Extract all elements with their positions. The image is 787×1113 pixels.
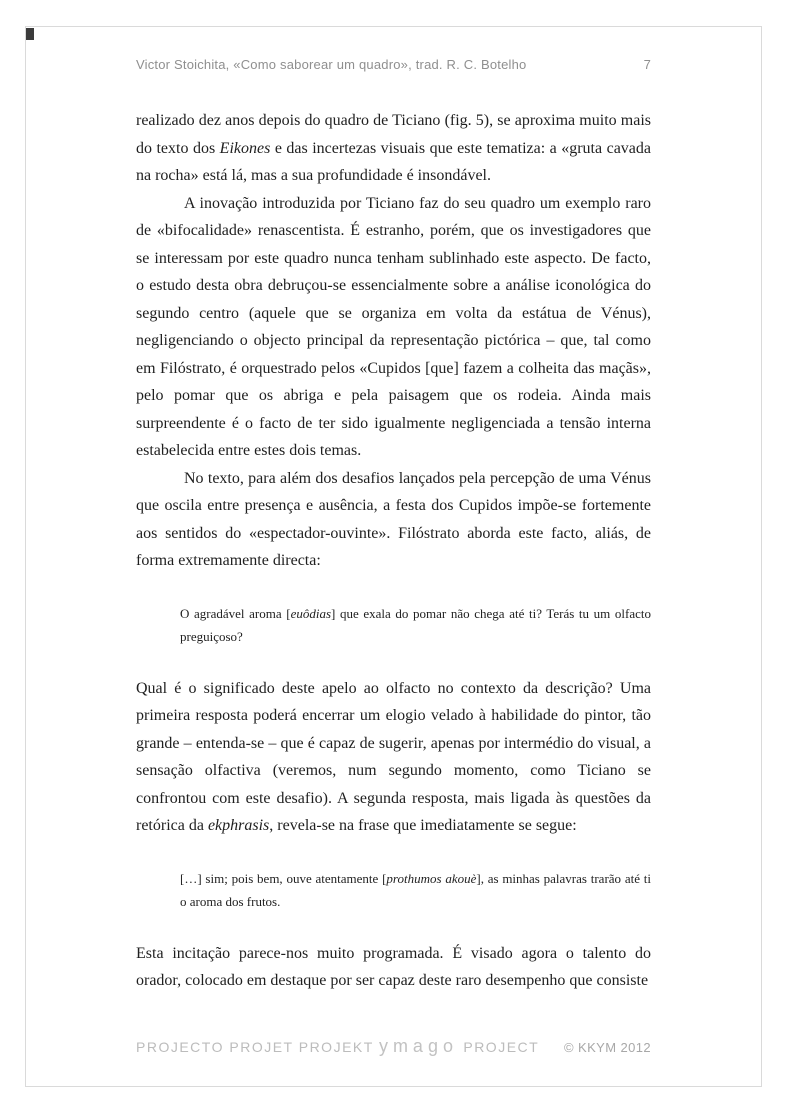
text-run: A inovação introduzida por Ticiano faz do seu quadro um exemplo raro de «bifocalidade» renascentista. É estranho, porém, que os investigadores que se interessam por este quadro nunca tenham sublinhado este aspecto. De facto, o estudo desta obra debruçou-se essencialmente sobre a análise iconológica do segundo centro (aquele que se organiza em volta da estátua de Vénus), negligenciando o objecto principal da representação pictórica – que, tal como em Filóstrato, é orquestrado pelos «Cupidos [que] fazem a colheita das maçãs», pelo pomar que os abriga e pela paisagem que os rodeia. Ainda mais surpreendente é o facto de ter sido igualmente negligenciada a tensão interna estabelecida entre estes dois temas.	[136, 194, 651, 459]
corner-mark	[26, 28, 34, 40]
paragraph	[136, 675, 651, 840]
project-words-left: PROJECTO PROJET PROJEKT	[136, 1039, 374, 1055]
project-words-right: PROJECT	[463, 1039, 540, 1055]
text-run: e das incertezas visuais que este tematiza: a «gruta cavada na rocha» está lá, mas a sua profundidade é insondável.	[136, 139, 651, 184]
running-title: Victor Stoichita, «Como saborear um quadro», trad. R. C. Botelho	[136, 57, 527, 72]
paragraph	[136, 190, 651, 465]
italic-term: euôdias	[290, 605, 332, 621]
copyright: © KKYM 2012	[564, 1040, 651, 1055]
text-run: Qual é o significado deste apelo ao olfacto no contexto da descrição? Uma primeira resposta poderá encerrar um elogio velado à habilidade do pintor, tão grande – entenda-se – que é capaz de sugerir, apenas por intermédio do visual, a sensação olfactiva (veremos, num segundo momento, como Ticiano se confrontou com este desafio). A segunda resposta, mais ligada às questões da retórica da	[136, 679, 651, 834]
text-run: No texto, para além dos desafios lançados pela percepção de uma Vénus que oscila entre presença e ausência, a festa dos Cupidos impõe-se fortemente aos sentidos do «espectador-ouvinte». Filóstrato aborda este facto, aliás, de forma extremamente directa:	[136, 469, 651, 569]
text-run: ], as minhas palavras trarão até ti o aroma dos frutos.	[180, 870, 651, 909]
text-run: ] que exala do pomar não chega até ti? Terás tu um olfacto preguiçoso?	[180, 605, 651, 644]
body-text	[136, 107, 651, 995]
italic-term: prothumos akouè	[386, 870, 477, 886]
italic-term: Eikones	[219, 139, 271, 157]
paragraph	[136, 940, 651, 995]
text-run: , revela-se na frase que imediatamente se segue:	[269, 817, 577, 834]
page-footer	[136, 1036, 651, 1057]
paragraph	[136, 107, 651, 190]
text-run: […] sim; pois bem, ouve atentamente [	[180, 870, 387, 886]
text-run: O agradável aroma [	[180, 605, 291, 621]
block-quote	[180, 602, 651, 648]
block-quote	[180, 867, 651, 913]
project-logo-text	[136, 1036, 539, 1057]
italic-term: ekphrasis	[207, 817, 270, 834]
paragraph	[136, 465, 651, 575]
text-run: realizado dez anos depois do quadro de Ticiano (fig. 5), se aproxima muito mais do texto dos	[136, 112, 651, 157]
text-run: Esta incitação parece-nos muito programada. É visado agora o talento do orador, colocado em destaque por ser capaz deste raro desempenho que consiste	[136, 944, 651, 989]
ymago-logo: ymago	[378, 1036, 458, 1056]
page-header	[136, 57, 651, 73]
page-number: 7	[643, 57, 651, 72]
